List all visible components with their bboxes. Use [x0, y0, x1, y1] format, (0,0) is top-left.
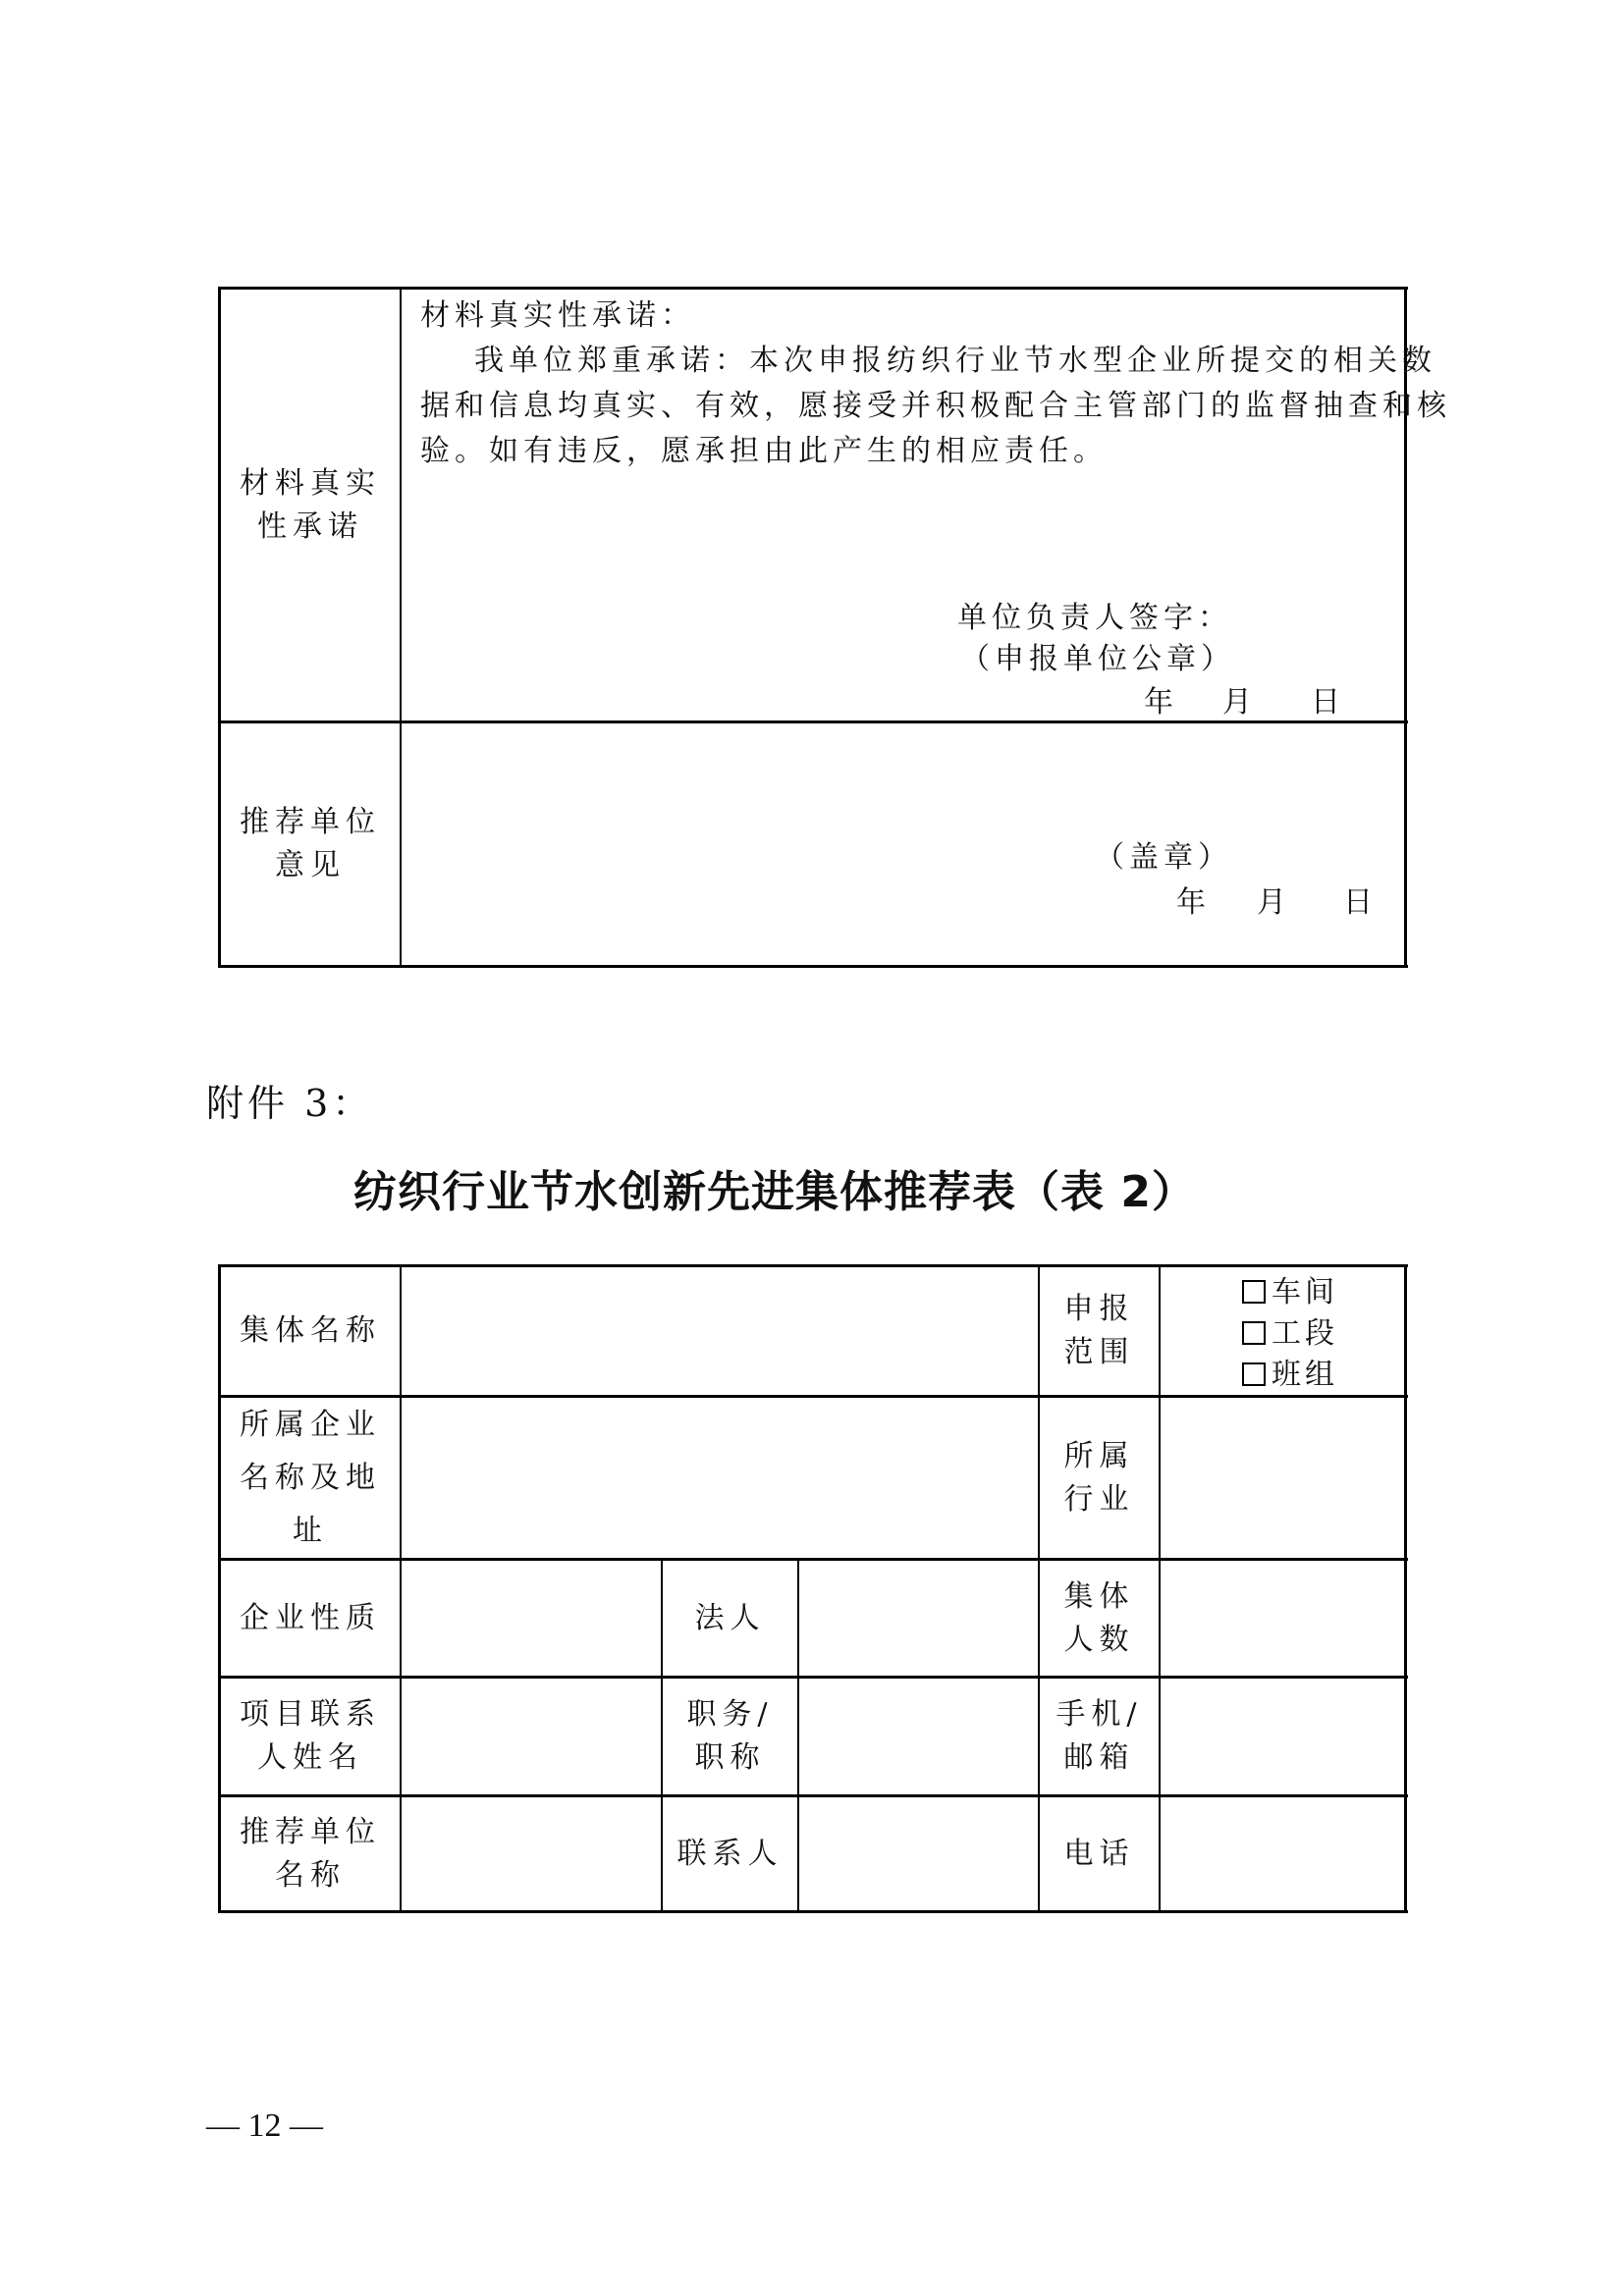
seal-label: （申报单位公章）	[960, 642, 1235, 676]
phone-email-label: 手机/ 邮箱	[1056, 1697, 1143, 1775]
checkbox-icon[interactable]	[1242, 1321, 1266, 1345]
collective-name-label: 集体名称	[240, 1313, 381, 1348]
form-title: 纺织行业节水创新先进集体推荐表（表 2）	[353, 1167, 1196, 1217]
scope-label: 申报 范围	[1063, 1292, 1135, 1369]
member-count-label: 集体 人数	[1063, 1578, 1135, 1657]
date-month: 月	[1222, 685, 1257, 720]
attachment-label: 附件 3：	[206, 1082, 374, 1125]
date-day: 日	[1311, 685, 1345, 720]
position-field[interactable]	[799, 1679, 1038, 1794]
industry-field[interactable]	[1162, 1398, 1404, 1558]
scope-option-section[interactable]: 工段	[1242, 1313, 1338, 1355]
opinion-date-year: 年	[1176, 885, 1211, 920]
phone-email-field[interactable]	[1162, 1679, 1404, 1794]
opinion-date-day: 日	[1343, 885, 1378, 920]
scope-option-team[interactable]: 班组	[1242, 1355, 1338, 1396]
commitment-heading: 材料真实性承诺：	[420, 298, 695, 333]
contact-name-label: 项目联系 人姓名	[240, 1697, 381, 1775]
enterprise-nature-field[interactable]	[403, 1561, 661, 1676]
telephone-label: 电话	[1063, 1836, 1135, 1871]
commitment-line-1: 我单位郑重承诺：本次申报纺织行业节水型企业所提交的相关数	[474, 344, 1436, 378]
legal-person-label: 法人	[694, 1600, 766, 1635]
telephone-field[interactable]	[1162, 1797, 1404, 1910]
contact-person-field[interactable]	[799, 1797, 1038, 1910]
commitment-row-label: 材料真实 性承诺	[240, 465, 381, 544]
legal-person-field[interactable]	[799, 1561, 1038, 1676]
date-year: 年	[1144, 685, 1178, 720]
scope-options	[1242, 1272, 1338, 1396]
industry-label: 所属 行业	[1063, 1438, 1135, 1517]
checkbox-icon[interactable]	[1242, 1362, 1266, 1386]
contact-name-field[interactable]	[403, 1679, 661, 1794]
opinion-date-month: 月	[1257, 885, 1291, 920]
contact-person-label: 联系人	[677, 1836, 784, 1871]
commitment-line-3: 验。如有违反，愿承担由此产生的相应责任。	[420, 434, 1108, 468]
checkbox-icon[interactable]	[1242, 1280, 1266, 1304]
position-label: 职务/ 职称	[686, 1697, 774, 1775]
page-number: — 12 —	[206, 2108, 323, 2144]
recommender-name-label: 推荐单位 名称	[240, 1814, 381, 1893]
enterprise-nature-label: 企业性质	[240, 1600, 381, 1635]
opinion-seal: （盖章）	[1095, 840, 1232, 875]
collective-name-field[interactable]	[403, 1267, 1038, 1395]
commitment-line-2: 据和信息均真实、有效，愿接受并积极配合主管部门的监督抽查和核	[420, 389, 1451, 423]
scope-option-workshop[interactable]: 车间	[1242, 1272, 1338, 1313]
opinion-input-area[interactable]	[403, 723, 1404, 831]
enterprise-name-address-field[interactable]	[403, 1398, 1038, 1558]
member-count-field[interactable]	[1162, 1561, 1404, 1676]
recommender-opinion-label: 推荐单位 意见	[240, 805, 381, 882]
enterprise-name-address-label: 所属企业 名称及地 址	[240, 1407, 381, 1548]
signature-label: 单位负责人签字：	[957, 601, 1232, 635]
recommender-name-field[interactable]	[403, 1797, 661, 1910]
